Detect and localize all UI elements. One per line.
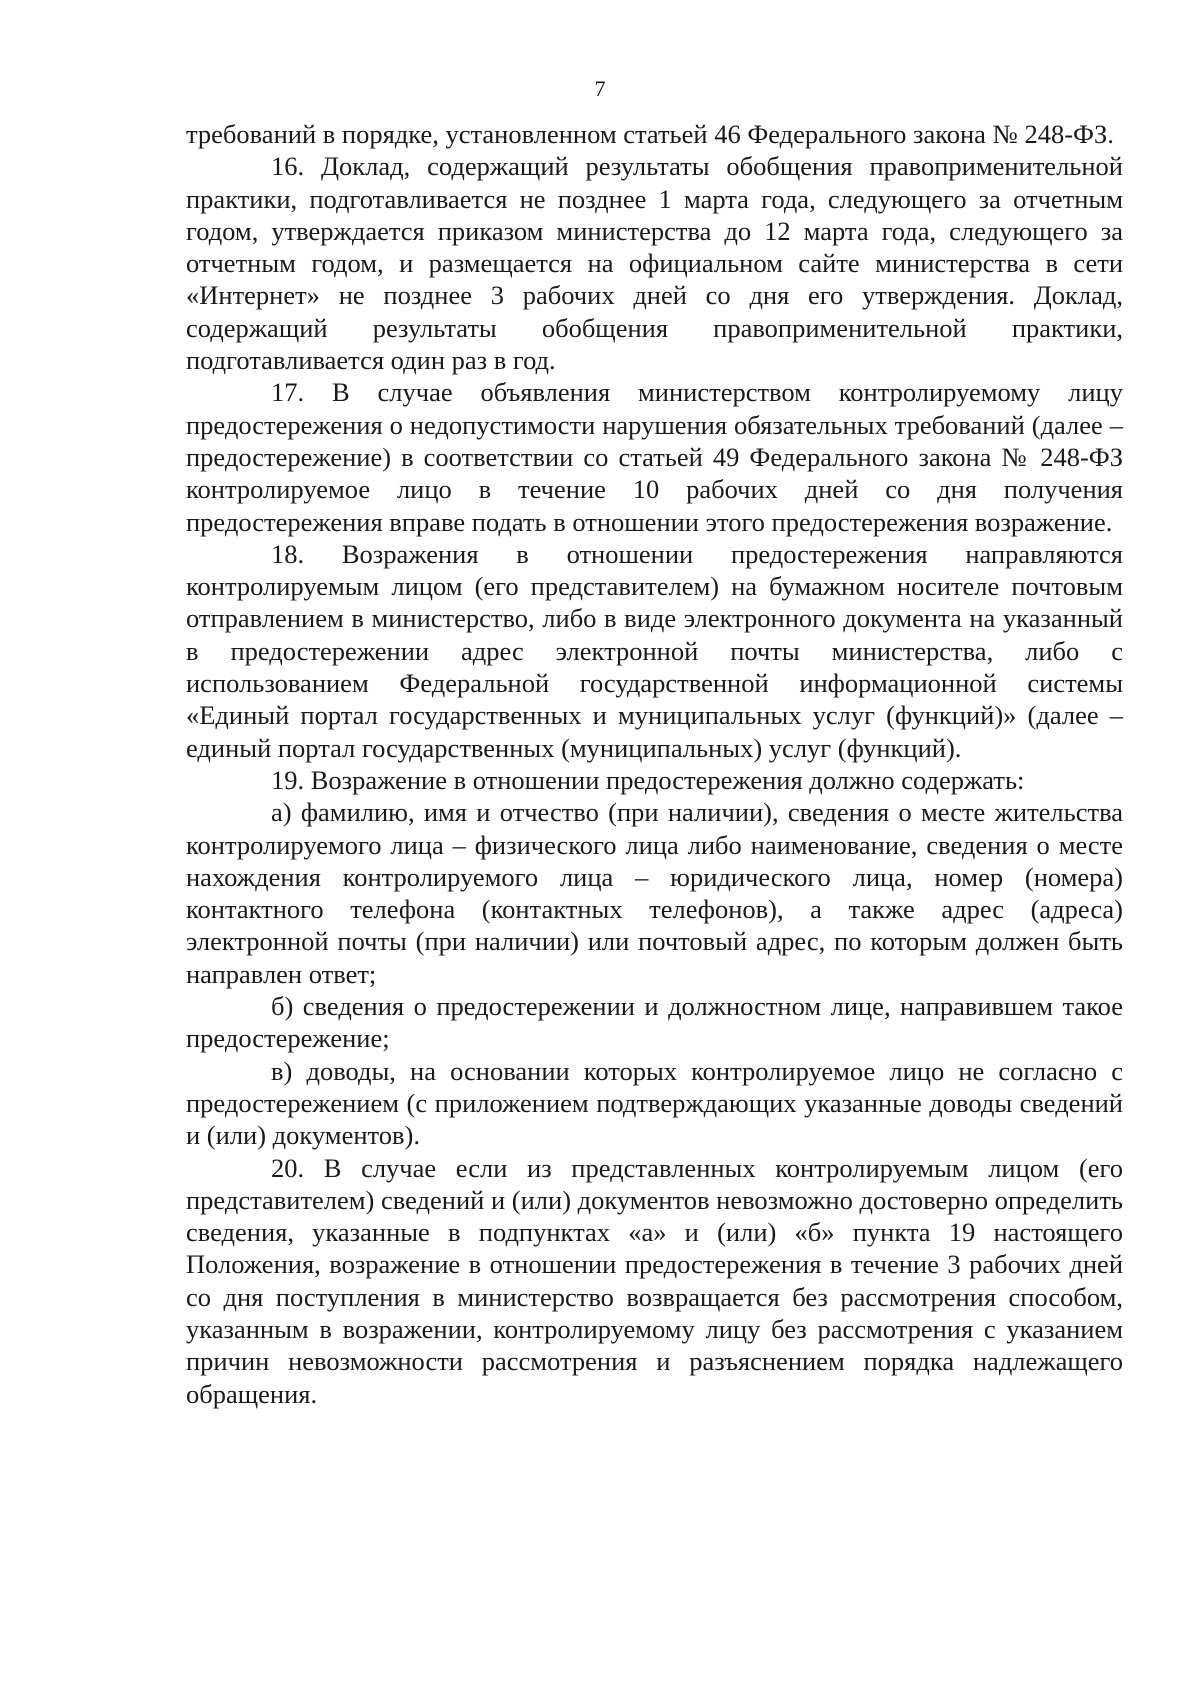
subparagraph-a: а) фамилию, имя и отчество (при наличии), сведения о месте жительства контролируемого лица – физического лица либо наименование, сведения о месте нахождения контролируемого лица – юридического лица, номер (номера) контактного телефона (контактных телефонов), а также адрес (адреса) электронной почты (при наличии) или почтовый адрес, по которым должен быть направлен ответ; xyxy=(186,797,1123,989)
paragraph-16: 16. Доклад, содержащий результаты обобщения правоприменительной практики, подготавливается не позднее 1 марта года, следующего за отчетным годом, утверждается приказом министерства до 12 марта года, следующего за отчетным годом, и размещается на официальном сайте министерства в сети «Интернет» не позднее 3 рабочих дней со дня его утверждения. Доклад, содержащий результаты обобщения правоприменительной практики, подготавливается один раз в год. xyxy=(186,151,1123,376)
paragraph-18: 18. Возражения в отношении предостережения направляются контролируемым лицом (его представителем) на бумажном носителе почтовым отправлением в министерство, либо в виде электронного документа на указанный в предостережении адрес электронной почты министерства, либо с использованием Федеральной государственной информационной системы «Единый портал государственных и муниципальных услуг (функций)» (далее – единый портал государственных (муниципальных) услуг (функций). xyxy=(186,538,1123,763)
document-body xyxy=(186,118,1123,1410)
subparagraph-v: в) доводы, на основании которых контролируемое лицо не согласно с предостережением (с приложением подтверждающих указанные доводы сведений и (или) документов). xyxy=(186,1055,1123,1151)
paragraph-continuation: требований в порядке, установленном статьей 46 Федерального закона № 248-ФЗ. xyxy=(186,119,1114,149)
page-number: 7 xyxy=(594,76,606,101)
subparagraph-b: б) сведения о предостережении и должностном лице, направившем такое предостережение; xyxy=(186,991,1123,1054)
paragraph-20: 20. В случае если из представленных контролируемым лицом (его представителем) сведений и (или) документов невозможно достоверно определить сведения, указанные в подпунктах «а» и (или) «б» пункта 19 настоящего Положения, возражение в отношении предостережения в течение 3 рабочих дней со дня поступления в министерство возвращается без рассмотрения способом, указанным в возражении, контролируемому лицу без рассмотрения с указанием причин невозможности рассмотрения и разъяснением порядка надлежащего обращения. xyxy=(186,1152,1123,1409)
paragraph-17: 17. В случае объявления министерством контролируемому лицу предостережения о недопустимости нарушения обязательных требований (далее – предостережение) в соответствии со статьей 49 Федерального закона № 248-ФЗ контролируемое лицо в течение 10 рабочих дней со дня получения предостережения вправе подать в отношении этого предостережения возражение. xyxy=(186,377,1123,537)
paragraph-19: 19. Возражение в отношении предостережения должно содержать: xyxy=(271,764,1025,795)
